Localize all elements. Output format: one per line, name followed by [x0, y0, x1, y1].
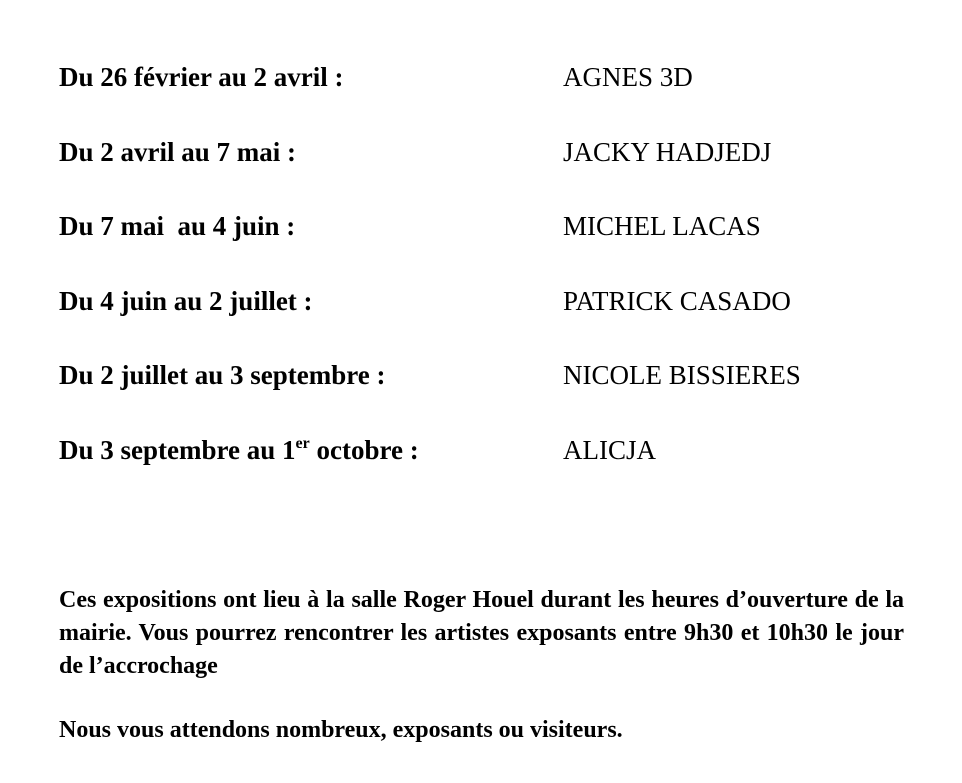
artist-name: ALICJA [563, 434, 656, 465]
period-label: Du 2 avril au 7 mai : [59, 136, 297, 167]
schedule-row [59, 60, 909, 135]
artist-name: NICOLE BISSIERES [563, 360, 801, 390]
period-label: Du 2 juillet au 3 septembre : [59, 360, 386, 390]
schedule-row [59, 433, 909, 508]
artist-name: PATRICK CASADO [563, 285, 791, 316]
schedule-row [59, 135, 909, 210]
artist-name: MICHEL LACAS [563, 211, 761, 241]
exhibition-schedule [59, 60, 909, 507]
period-label: Du 7 mai au 4 juin : [59, 211, 296, 241]
period-label [59, 433, 419, 467]
period-end: octobre : [309, 434, 419, 465]
closing-paragraph: Nous vous attendons nombreux, exposants ou visiteurs. [59, 717, 623, 743]
period-label: Du 4 juin au 2 juillet : [59, 285, 313, 316]
period-start: Du 3 septembre au 1 [59, 434, 296, 465]
schedule-row [59, 358, 909, 433]
artist-name: JACKY HADJEDJ [563, 136, 772, 167]
info-paragraph: Ces expositions ont lieu à la salle Roger Houel durant les heures d’ouverture de la mairie. Vous pourrez rencontrer les artistes exposants entre 9h30 et 10h30 le jour de l’accrochage [59, 587, 904, 679]
period-label: Du 26 février au 2 avril : [59, 62, 344, 92]
ordinal-suffix: er [295, 434, 310, 452]
artist-name: AGNES 3D [563, 62, 693, 92]
schedule-row [59, 284, 909, 359]
schedule-row [59, 209, 909, 284]
